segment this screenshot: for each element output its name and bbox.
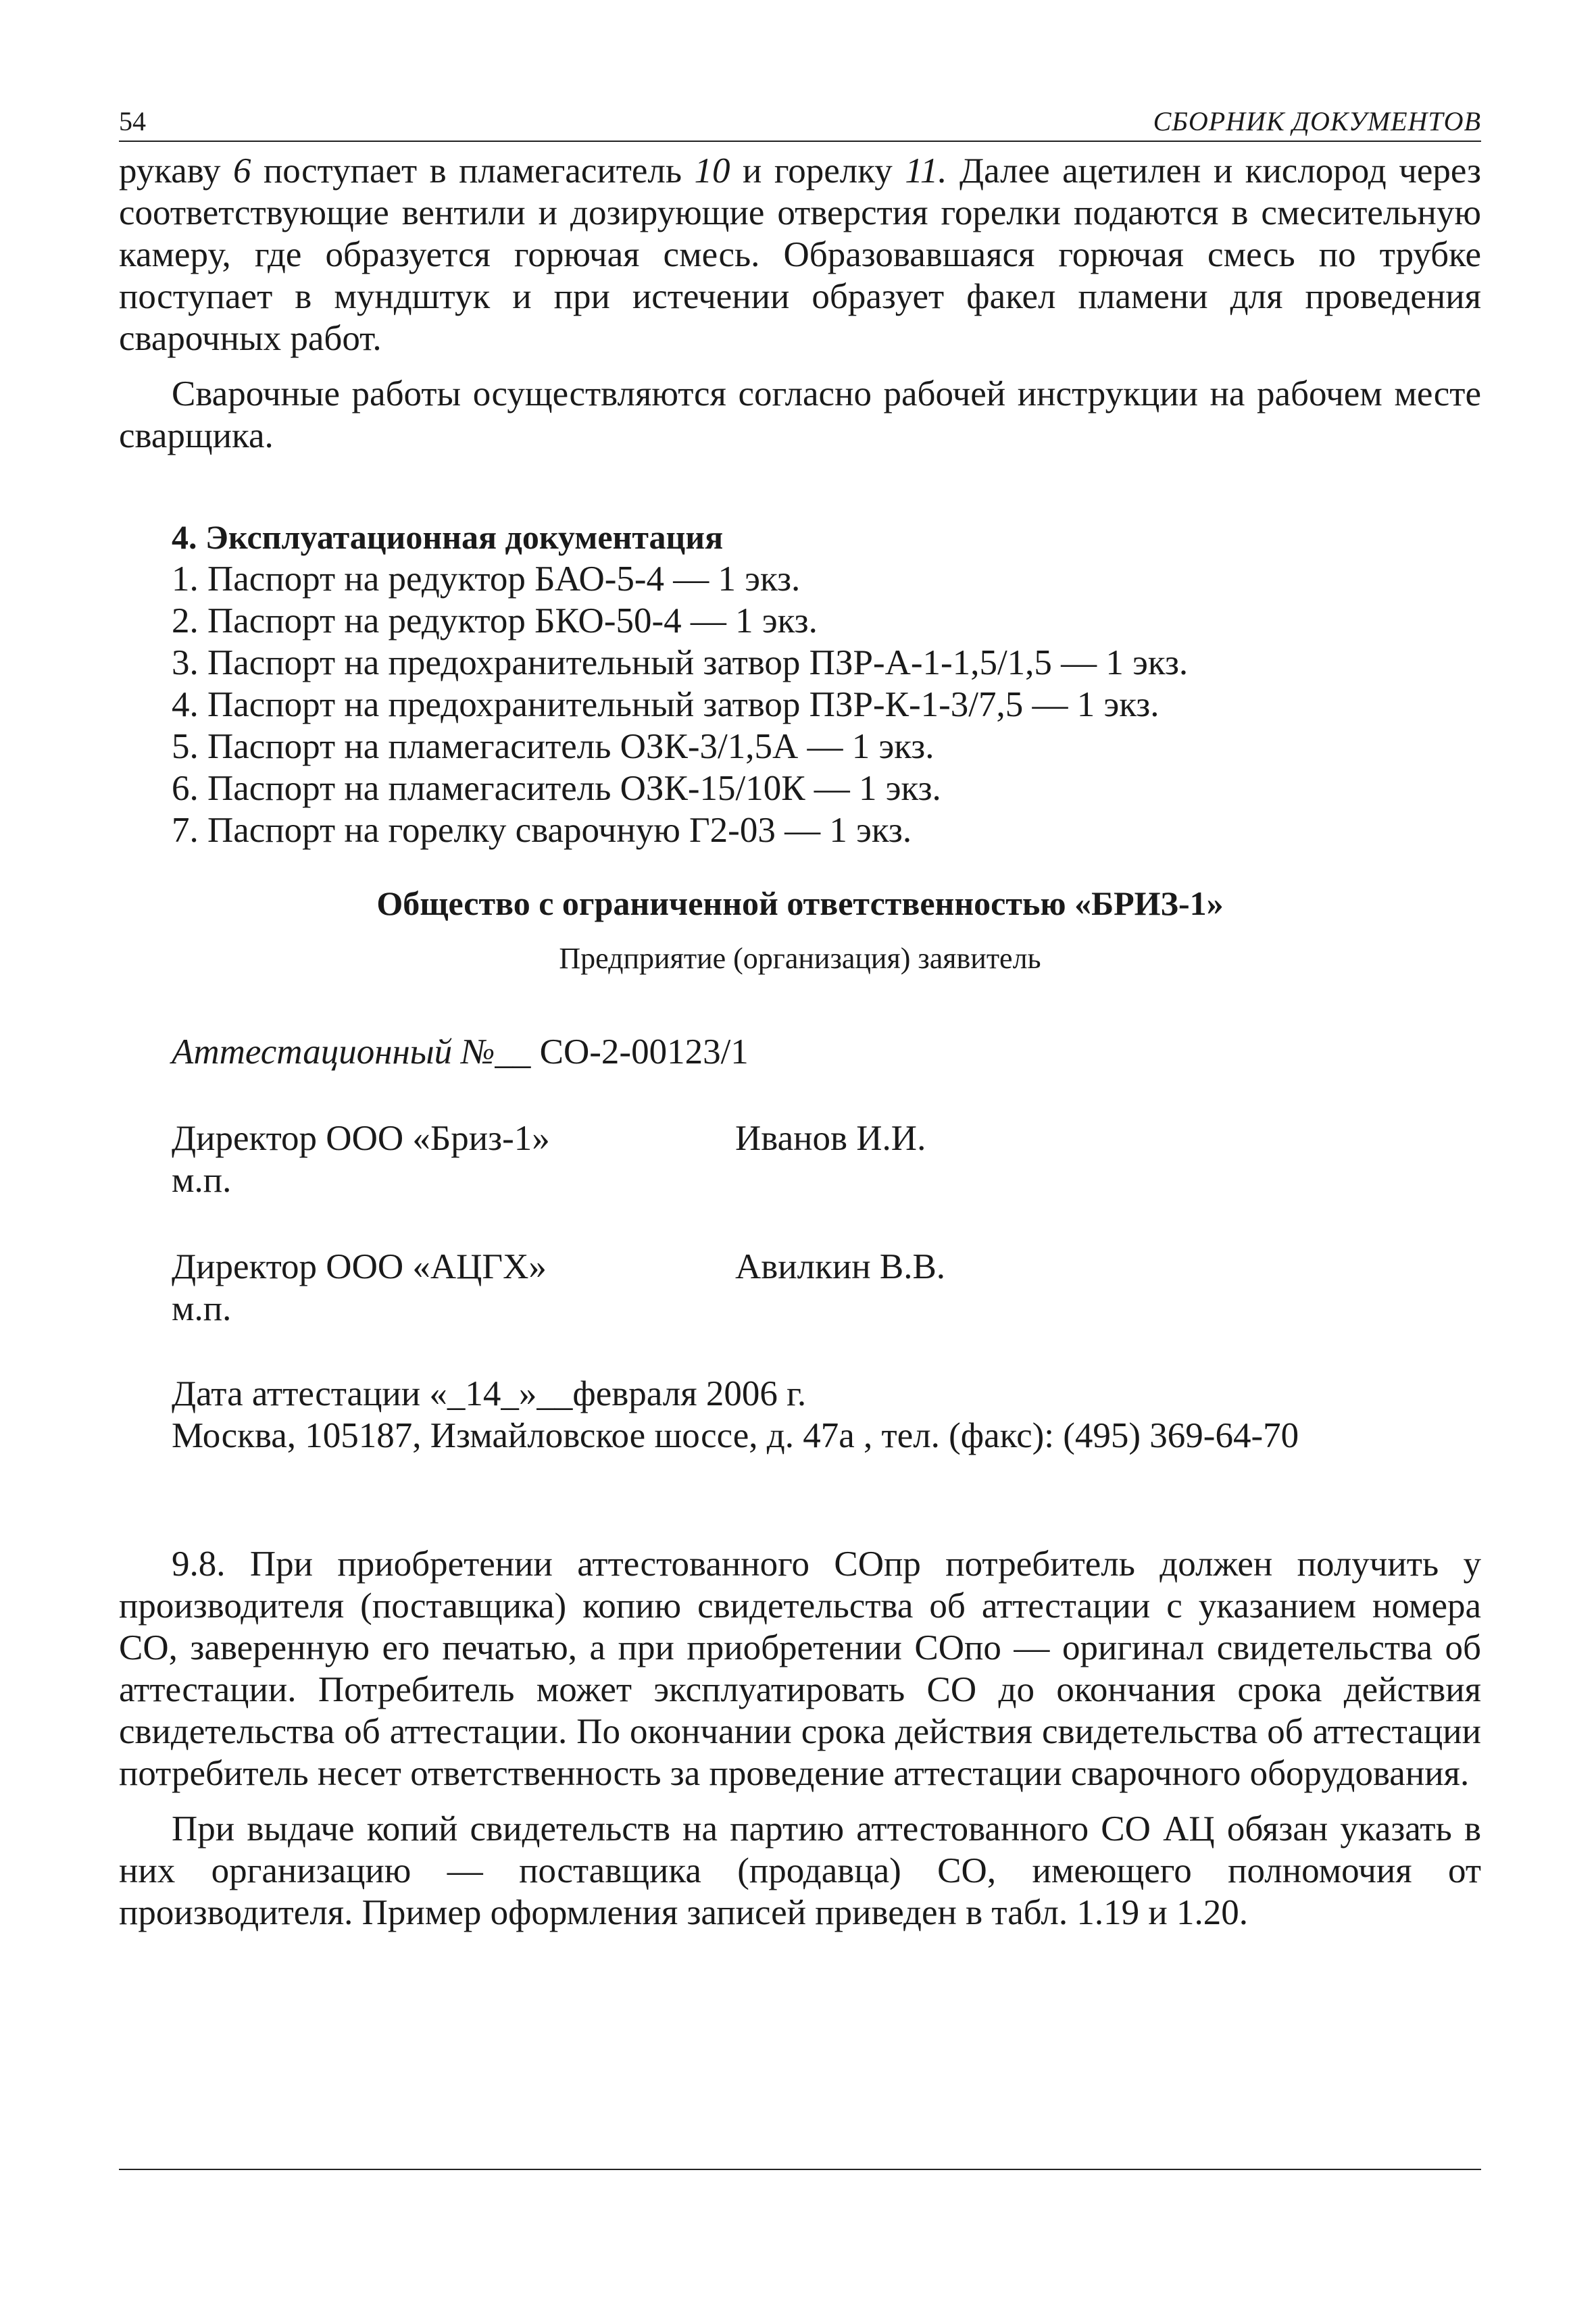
section-heading: 4. Эксплуатационная документация	[172, 518, 724, 556]
signatory-name: Авилкин В.В.	[735, 1247, 946, 1286]
item-reference: 10	[694, 151, 730, 191]
signatory-role: Директор ООО «АЦГХ»	[172, 1247, 547, 1286]
list-item: 3. Паспорт на предохранительный затвор ПЗР-А-1-1,5/1,5 — 1 экз.	[172, 643, 1189, 682]
documentation-section	[119, 516, 1481, 851]
signatory-role: Директор ООО «Бриз-1»	[172, 1119, 550, 1158]
closing-paragraph-1: 9.8. При приобретении аттестованного СОпр потребитель должен получить у производителя (поставщика) копию свидетельства об аттестации с указанием номера СО, заверенную его печатью, а при приобретении СОпо — оригинал свидетельства об аттестации. Потребитель может эксплуатировать СО до окончания срока действия свидетельства об аттестации. По окончании срока действия свидетельства об аттестации потребитель несет ответственность за проведение аттестации сварочного оборудования.	[119, 1544, 1481, 1793]
closing-paragraph-2: При выдаче копий свидетельств на партию аттестованного СО АЦ обязан указать в них организацию — поставщика (продавца) СО, имеющего полномочия от производителя. Пример оформления записей приведен в табл. 1.19 и 1.20.	[119, 1809, 1481, 1932]
certificate-number-label: Аттестационный №__	[172, 1032, 531, 1072]
text-run: рукаву	[119, 151, 233, 191]
text-run: и горелку	[730, 151, 905, 191]
page-header	[119, 103, 1481, 142]
documentation-list	[119, 558, 1481, 851]
certificate-number-value: СО-2-00123/1	[530, 1032, 749, 1072]
list-item: 7. Паспорт на горелку сварочную Г2-03 — 1 экз.	[172, 811, 912, 850]
organization-block	[119, 881, 1481, 978]
list-item: 4. Паспорт на предохранительный затвор ПЗР-К-1-3/7,5 — 1 экз.	[172, 685, 1159, 724]
organization-caption: Предприятие (организация) заявитель	[559, 942, 1041, 975]
signatory-name: Иванов И.И.	[735, 1119, 926, 1158]
list-item: 6. Паспорт на пламегаситель ОЗК-15/10К — 1 экз.	[172, 769, 941, 808]
certificate-number	[172, 1031, 1481, 1073]
page-body	[119, 150, 1481, 1934]
footer-divider	[119, 2169, 1481, 2170]
stamp-place: м.п.	[172, 1161, 232, 1200]
stamp-place: м.п.	[172, 1289, 232, 1328]
list-item: 1. Паспорт на редуктор БАО-5-4 — 1 экз.	[172, 559, 801, 599]
item-reference: 6	[232, 151, 251, 191]
text-run: поступает в пламегаситель	[251, 151, 695, 191]
list-item: 5. Паспорт на пламегаситель ОЗК-3/1,5А — 1 экз.	[172, 727, 934, 766]
running-title: СБОРНИК ДОКУМЕНТОВ	[1153, 106, 1481, 136]
signature-block-1	[172, 1117, 1481, 1201]
list-item: 2. Паспорт на редуктор БКО-50-4 — 1 экз.	[172, 601, 818, 640]
attestation-address: Москва, 105187, Измайловское шоссе, д. 47а , тел. (факс): (495) 369-64-70	[172, 1416, 1299, 1455]
organization-name: Общество с ограниченной ответственностью «БРИЗ-1»	[376, 884, 1224, 922]
signature-row	[172, 1117, 1481, 1159]
intro-paragraph-2: Сварочные работы осуществляются согласно рабочей инструкции на рабочем месте сварщика.	[119, 374, 1481, 455]
item-reference: 11.	[905, 151, 947, 191]
page-number: 54	[119, 106, 146, 136]
intro-paragraph-1	[119, 150, 1481, 359]
signature-row	[172, 1246, 1481, 1288]
signature-block-2	[172, 1246, 1481, 1330]
attestation-date: Дата аттестации «_14_»__февраля 2006 г.	[172, 1374, 807, 1413]
text-run: Далее ацетилен и кислород через соответствующие вентили и дозирующие отверстия горелки подаются в смесительную камеру, где образуется горючая смесь. Образовавшаяся горючая смесь по трубке поступает в мундштук и при истечении образует факел пламени для проведения сварочных работ.	[119, 151, 1481, 358]
